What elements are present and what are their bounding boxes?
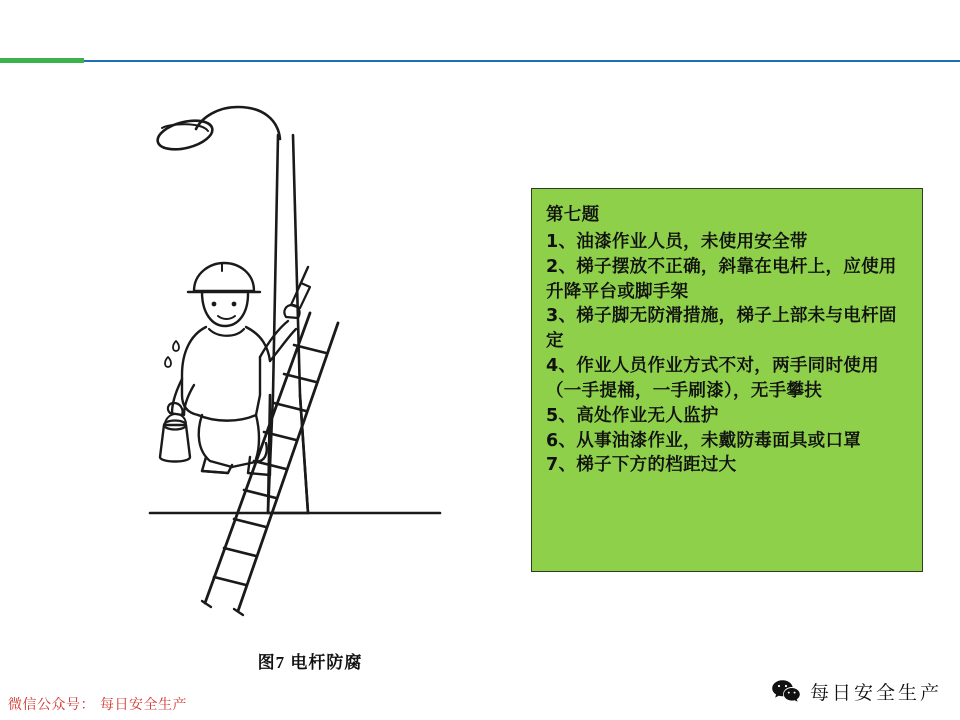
- question-notebox: [531, 188, 923, 572]
- footer-brand-label: 每日安全生产: [809, 682, 942, 704]
- notebox-item-6: 6、从事油漆作业，未戴防毒面具或口罩: [546, 430, 862, 451]
- wechat-icon: [771, 679, 801, 705]
- notebox-item-3: 3、梯子脚无防滑措施，梯子上部未与电杆固定: [546, 306, 897, 352]
- figure-illustration: [110, 95, 510, 625]
- bottom-rule: [0, 716, 960, 720]
- accent-bar-blue: [84, 60, 960, 62]
- notebox-item-4: 4、作业人员作业方式不对，两手同时使用（一手提桶，一手刷漆），无手攀扶: [546, 356, 879, 401]
- footer-brand: [771, 678, 942, 705]
- notebox-item-5: 5、高处作业无人监护: [546, 405, 719, 426]
- notebox-title: 第七题: [546, 205, 600, 225]
- notebox-item-2: 2、梯子摆放不正确，斜靠在电杆上，应使用升降平台或脚手架: [546, 256, 897, 302]
- figure-caption: 图7 电杆防腐: [257, 653, 363, 672]
- accent-bar-green: [0, 58, 84, 63]
- footer-watermark-text: 微信公众号： 每日安全生产: [8, 697, 187, 713]
- notebox-item-1: 1、油漆作业人员，未使用安全带: [546, 231, 808, 252]
- notebox-item-7: 7、梯子下方的档距过大: [546, 455, 737, 476]
